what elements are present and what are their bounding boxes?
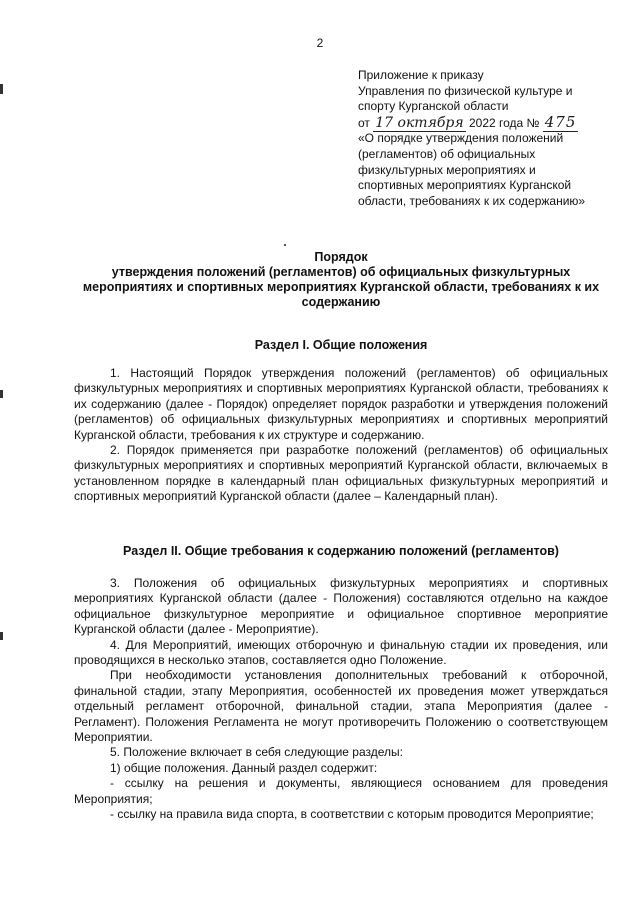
appendix-line: «О порядке утверждения положений [358, 131, 564, 146]
section-2-heading: Раздел II. Общие требования к содержанию положений (регламентов) [123, 544, 559, 558]
title-subheading: утверждения положений (регламентов) об официальных физкультурных мероприятиях и спортивных мероприятиях Курганской области, требованиях к их содержанию [82, 265, 600, 309]
handwritten-number: 475 [544, 112, 577, 131]
paragraph: 4. Для Мероприятий, имеющих отборочную и финальную стадии их проведения, или проводящихся в несколько этапов, составляется одно Положение. [74, 637, 608, 668]
title-heading: Порядок [314, 250, 368, 264]
appendix-line: области, требованиях к их содержанию» [358, 193, 586, 208]
paragraph: 2. Порядок применяется при разработке положений (регламентов) об официальных физкультурных мероприятиях и спортивных мероприятий Курганской области, включаемых в установленном порядке в календарный план официальных физкультурных мероприятий и спортивных мероприятий Курганской области (далее – Календарный план). [74, 443, 608, 504]
scan-edge-mark [0, 632, 3, 640]
appendix-line: Управления по физической культуре и [358, 83, 573, 98]
section-1-body [74, 366, 608, 505]
date-prefix: от [358, 115, 370, 130]
document-title [74, 250, 608, 310]
paragraph: 3. Положения об официальных физкультурных мероприятиях и спортивных мероприятиях Курганской области (далее - Положения) составляются отдельно на каждое официальное физкультурное мероприятие и официальное спортивное мероприятие Курганской области (далее - Мероприятие). [74, 576, 608, 637]
paragraph: При необходимости установления дополнительных требований к отборочной, финальной стадии, этапу Мероприятия, особенностей их проведения может утверждаться отдельный регламент отборочной, финальной стадии, этапа Мероприятия (далее - Регламент). Положения Регламента не могут противоречить Положению о соответствующем Мероприятии. [74, 668, 608, 745]
date-suffix: 2022 года № [468, 115, 540, 130]
appendix-date-line [358, 112, 618, 132]
section-1-heading: Раздел I. Общие положения [254, 338, 428, 352]
paragraph: 1) общие положения. Данный раздел содержит: [110, 760, 378, 775]
appendix-line: спорту Курганской области [358, 99, 509, 114]
list-item: - ссылку на правила вида спорта, в соответствии с которым проводится Мероприятие; [110, 807, 594, 822]
appendix-block [358, 68, 618, 209]
appendix-line: физкультурных мероприятиях и [358, 162, 536, 177]
scan-edge-mark [0, 390, 3, 398]
page-number: 2 [316, 36, 324, 50]
paragraph: 1. Настоящий Порядок утверждения положений (регламентов) об официальных физкультурных мероприятиях и спортивных мероприятиях Курганской области, требованиях к их содержанию (далее - Порядок) определяет порядок разработки и утверждения положений (регламентов) об официальных физкультурных мероприятиях и спортивных мероприятий Курганской области, требования к их структуре и содержанию. [74, 366, 608, 442]
appendix-line: спортивных мероприятиях Курганской [358, 178, 572, 193]
paragraph: 5. Положение включает в себя следующие разделы: [110, 745, 403, 760]
section-2-body [74, 576, 608, 823]
scan-speck [284, 244, 286, 246]
appendix-line: (регламентов) об официальных [358, 146, 536, 161]
handwritten-date: 17 октября [375, 114, 464, 131]
scan-edge-mark [0, 84, 3, 94]
list-item: - ссылку на решения и документы, являющиеся основанием для проведения Мероприятия; [74, 776, 608, 806]
appendix-line: Приложение к приказу [358, 68, 484, 82]
